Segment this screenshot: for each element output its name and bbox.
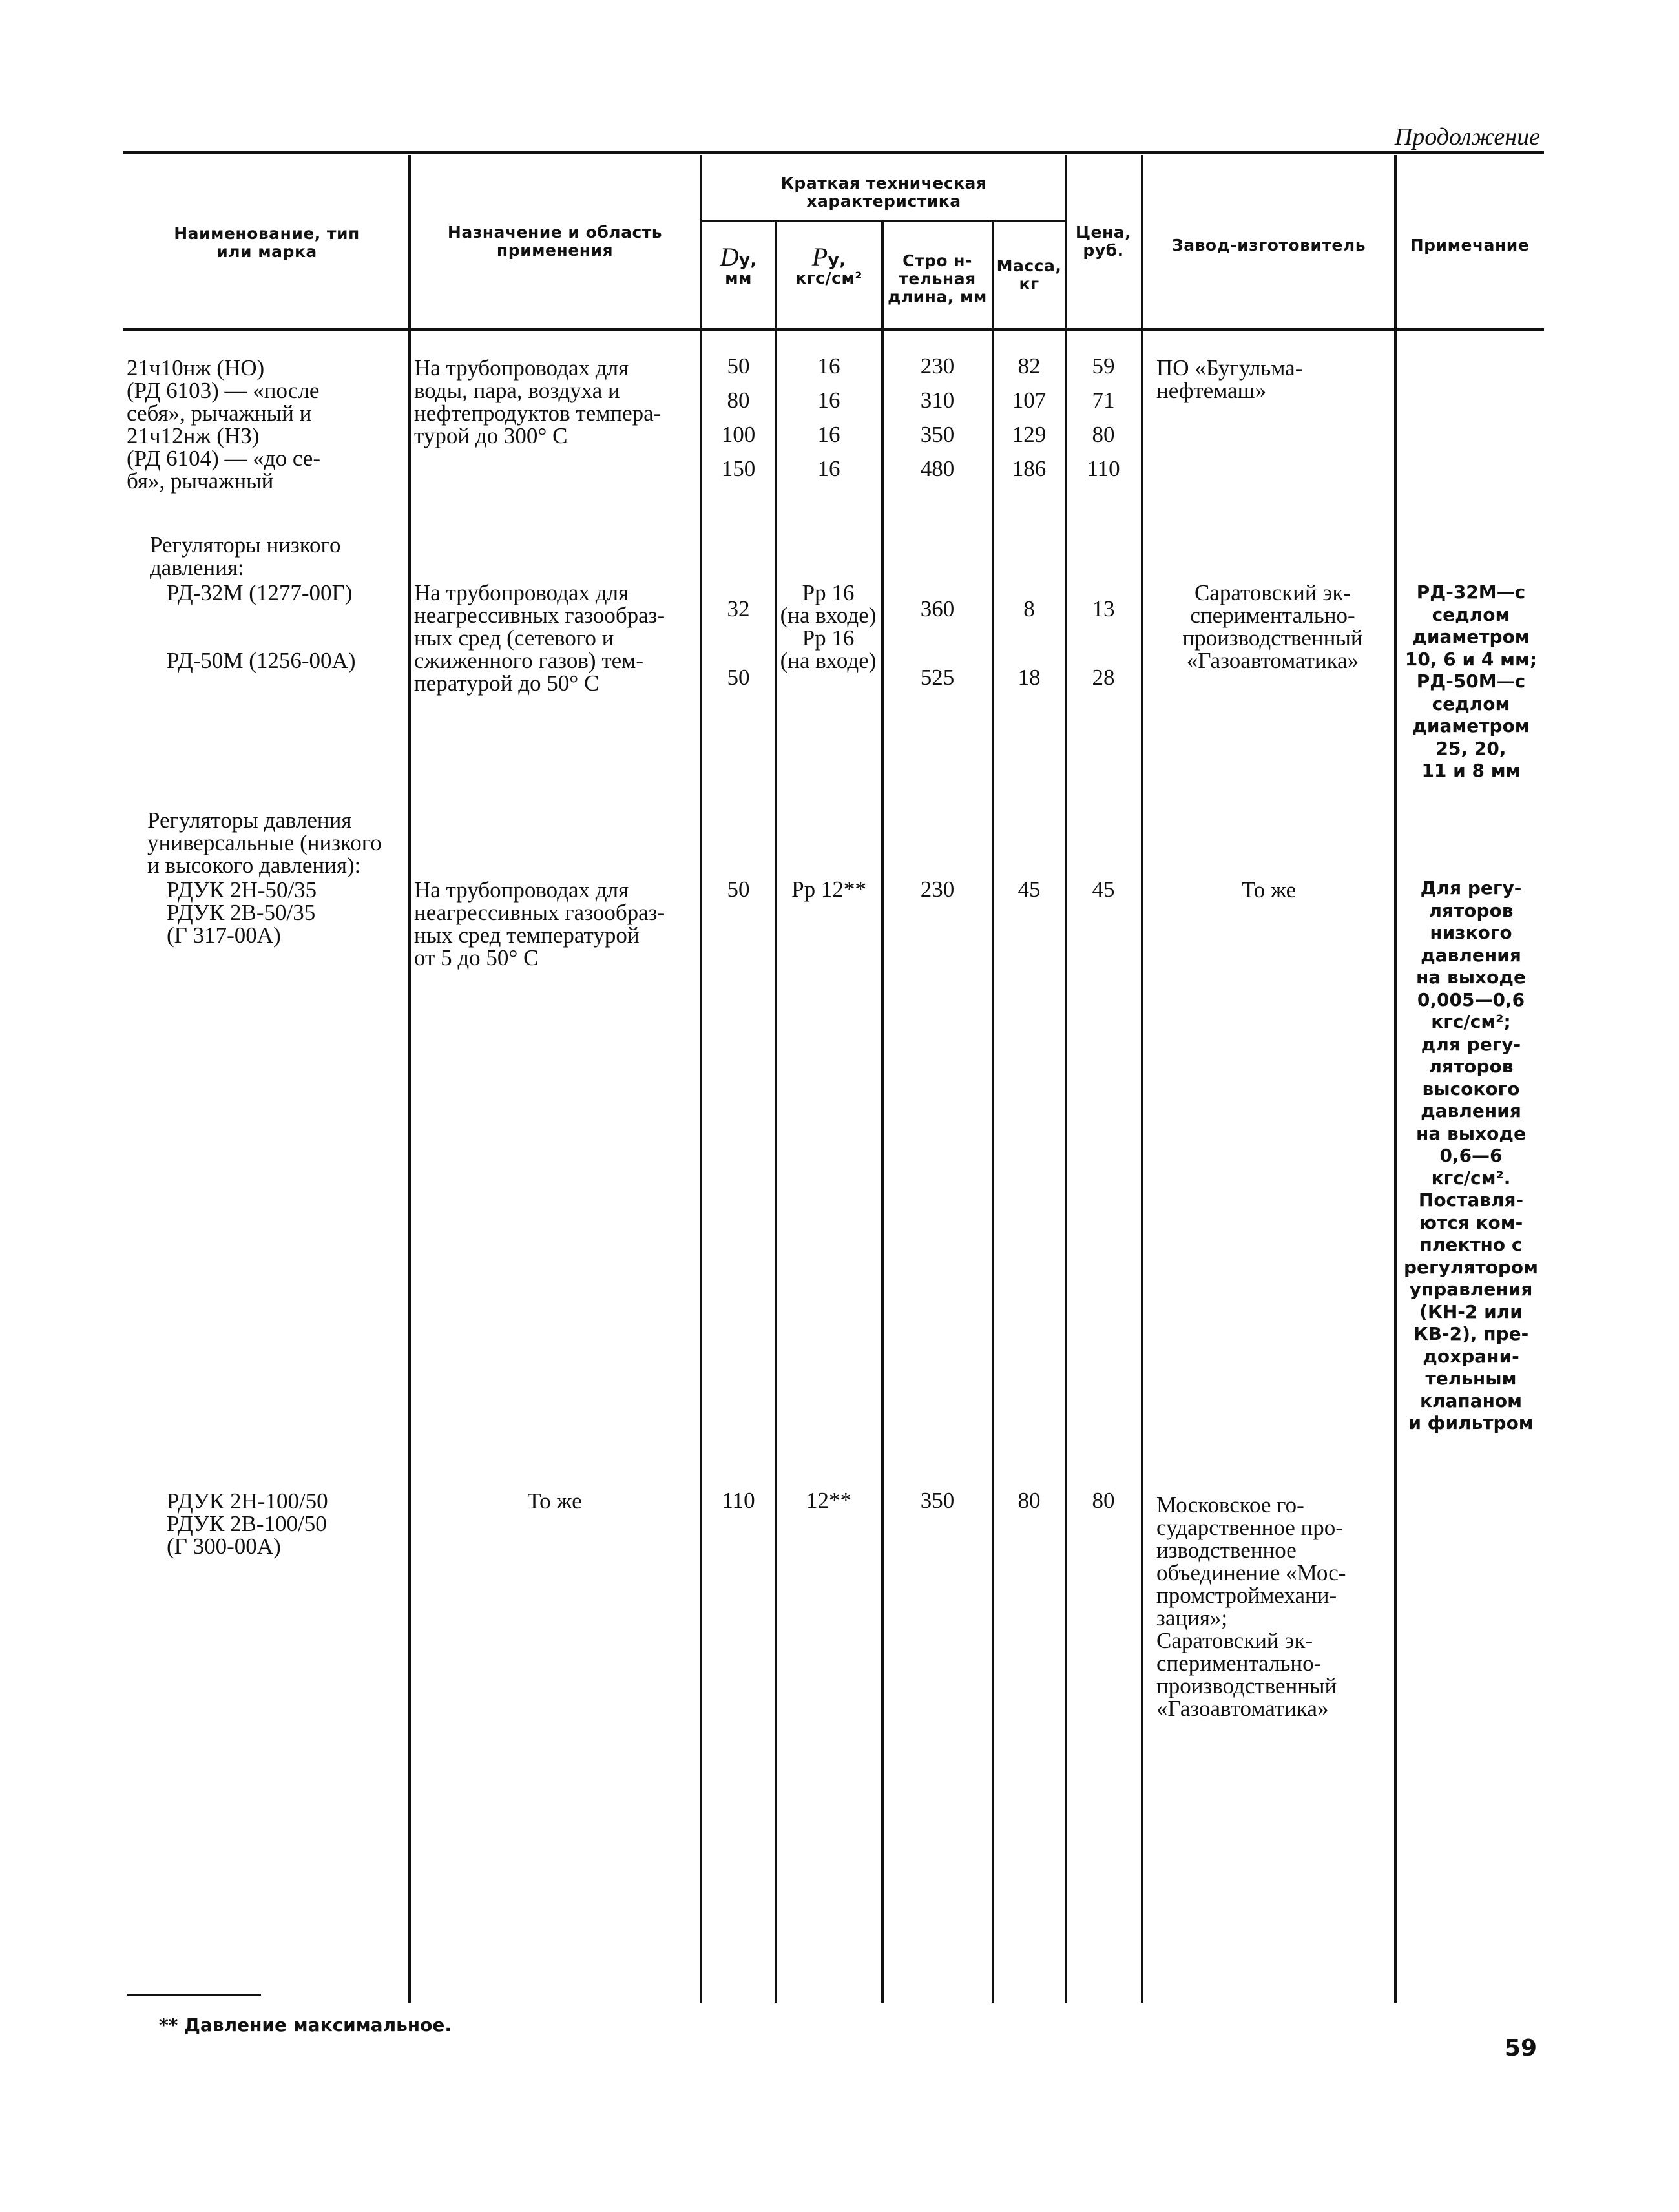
row4-purpose: То же — [527, 1488, 582, 1514]
row2-dy: 32 50 — [727, 596, 750, 690]
dy-unit: мм — [725, 269, 752, 287]
footnote: ** Давление максимальное. — [159, 2014, 452, 2036]
column-divider — [775, 222, 777, 2003]
row3-length: 230 — [920, 877, 955, 902]
row4-name: РДУК 2Н-100/50 РДУК 2В-100/50 (Г 300-00А) — [167, 1488, 328, 1559]
row2-note: РД-32М—с седлом диаметром 10, 6 и 4 мм; РД-50М—с седлом диаметром 25, 20, 11 и 8 мм — [1404, 581, 1538, 781]
row3-group: Регуляторы давления универсальные (низкого и высокого давления): — [147, 808, 382, 878]
row1-length: 230 310 350 480 — [920, 353, 955, 481]
header-tech-characteristics: Краткая техническая характеристика — [780, 174, 987, 211]
header-purpose: Назначение и область применения — [447, 223, 663, 260]
tech-subheader-rule — [702, 220, 1065, 222]
header-name: Наименование, тип или марка — [174, 224, 360, 261]
row1-price: 59 71 80 110 — [1087, 353, 1120, 481]
row4-length: 350 — [920, 1488, 955, 1513]
dy-symbol: D — [720, 242, 739, 271]
row3-purpose: На трубопроводах для неагрессивных газообраз- ных сред температурой от 5 до 50° С — [414, 877, 665, 970]
py-symbol: P — [811, 242, 828, 271]
row2-name: РД-32М (1277-00Г) РД-50М (1256-00А) — [167, 580, 356, 673]
column-divider — [881, 222, 884, 2003]
row4-py: 12** — [806, 1488, 851, 1513]
header-price: Цена, руб. — [1075, 223, 1132, 260]
row3-name: РДУК 2Н-50/35 РДУК 2В-50/35 (Г 317-00А) — [167, 877, 317, 948]
row1-dy: 50 80 100 150 — [721, 353, 756, 481]
row2-maker: Саратовский эк- спериментально- производственный «Газоавтоматика» — [1182, 580, 1363, 673]
row1-purpose: На трубопроводах для воды, пара, воздуха и нефтепродуктов темпера- турой до 300° С — [414, 355, 662, 448]
row1-py: 16 16 16 16 — [817, 353, 840, 481]
header-mass: Масса, кг — [996, 256, 1062, 293]
row1-mass: 82 107 129 186 — [1012, 353, 1047, 481]
header-note: Примечание — [1410, 236, 1530, 255]
header-maker: Завод-изготовитель — [1171, 236, 1366, 255]
header-length: Стро н- тельная длина, мм — [888, 251, 987, 306]
column-divider — [700, 155, 702, 2003]
row2-length: 360 525 — [920, 596, 955, 690]
row4-maker: Московское го- сударственное про- изводственное объединение «Мос- промстроймехани- зация»; Саратовский эк- спериментально- производственный «Газоавтоматика» — [1156, 1492, 1346, 1721]
row4-mass: 80 — [1017, 1488, 1041, 1513]
row2-group: Регуляторы низкого давления: — [150, 532, 341, 580]
row2-py: Pр 16 (на входе) Pр 16 (на входе) — [780, 580, 877, 673]
column-divider — [1141, 155, 1143, 2003]
continuation-label: Продолжение — [1394, 123, 1540, 151]
header-dy: Dу, мм — [703, 248, 774, 287]
row3-mass: 45 — [1017, 877, 1041, 902]
row3-py: Pр 12** — [791, 877, 866, 902]
footnote-rule — [127, 1994, 261, 1996]
table-top-rule — [123, 151, 1544, 154]
row2-price: 13 28 — [1092, 596, 1115, 690]
py-subscript: у — [828, 251, 840, 270]
row2-mass: 8 18 — [1017, 596, 1041, 690]
page-number: 59 — [1504, 2035, 1537, 2061]
column-divider — [408, 155, 411, 2003]
row1-name: 21ч10нж (НО) (РД 6103) — «после себя», рычажный и 21ч12нж (НЗ) (РД 6104) — «до се- бя», рычажный — [127, 355, 320, 494]
column-divider — [992, 222, 994, 2003]
row3-price: 45 — [1092, 877, 1115, 902]
row1-maker: ПО «Бугульма- нефтемаш» — [1156, 355, 1303, 403]
header-bottom-rule — [123, 328, 1544, 331]
py-unit: кгс/см² — [795, 269, 862, 287]
header-py: Pу, кгс/см² — [778, 248, 880, 287]
dy-subscript: у — [738, 251, 751, 270]
row3-maker: То же — [1241, 877, 1297, 903]
row3-note: Для регу- ляторов низкого давления на выходе 0,005—0,6 кгс/см²; для регу- ляторов высокого давления на выходе 0,6—6 кгс/см². Поставля- ются ком- плектно с регулятором управления (КН-2 или КВ-2), пре- дохрани- тельным клапаном и фильтром — [1403, 877, 1539, 1434]
row4-price: 80 — [1092, 1488, 1115, 1513]
row2-purpose: На трубопроводах для неагрессивных газообраз- ных сред (сетевого и сжиженного газов) тем- пературой до 50° С — [414, 580, 665, 696]
row3-dy: 50 — [727, 877, 750, 902]
row4-dy: 110 — [722, 1488, 755, 1513]
